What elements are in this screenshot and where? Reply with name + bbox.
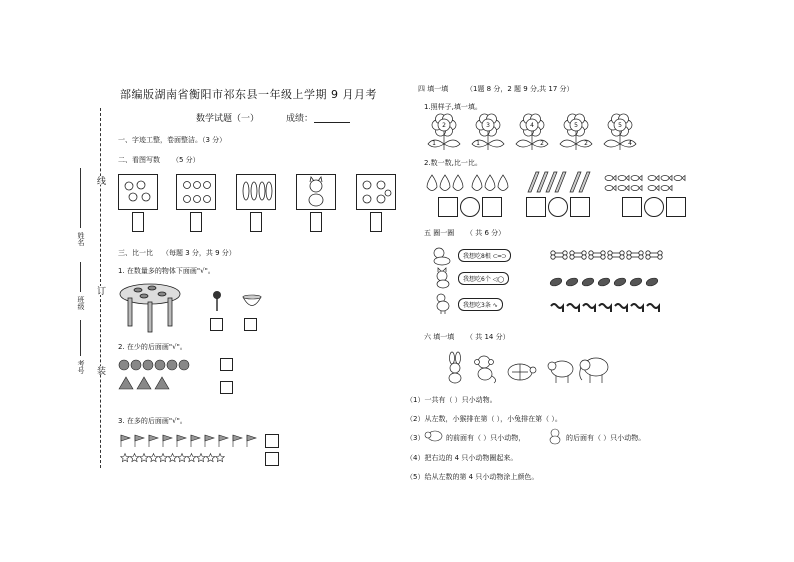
corn-icon (237, 175, 275, 209)
flag-icon (219, 435, 228, 441)
section-6-title: 六 填一填 (424, 333, 455, 341)
balls-row-icon (118, 358, 194, 372)
fish-icon (645, 277, 659, 288)
worm-icon (551, 304, 563, 312)
fish-icon (602, 172, 684, 194)
section-4-q2: 2.数一数,比一比。 (424, 159, 482, 167)
answer-box-chicks[interactable] (370, 212, 382, 232)
number-flower-1 (424, 114, 464, 154)
fish-icon (618, 176, 626, 181)
section-5-points: （ 共 6 分） (466, 229, 506, 237)
flower-top-number: 4 (530, 122, 534, 129)
section-4-points: （1题 8 分，2 题 9 分,共 17 分） (466, 85, 574, 93)
worm-icon (583, 304, 595, 312)
id-label: 考号 (77, 360, 85, 374)
flower-top-number: 5 (618, 122, 622, 129)
score-label: 成绩： (286, 114, 314, 124)
fish-small-icon: ◁◯ (492, 276, 505, 283)
flower-top-number: 5 (574, 122, 578, 129)
section-6-q3-suffix: 的后面有（ ）只小动物。 (566, 434, 646, 442)
compare-box-pears-left[interactable] (438, 197, 458, 217)
monkey-icon (472, 354, 498, 384)
star-icon (130, 454, 139, 462)
section-6-q5: （5）给从左数的第 4 只小动物涂上颜色。 (406, 473, 539, 481)
fish-icon (618, 186, 626, 191)
section-6-points: （ 共 14 分） (466, 333, 510, 341)
exam-subtitle: 数学试题（一） (196, 114, 260, 124)
fish-icon (661, 176, 669, 181)
section-4-q1: 1.照样子,填一填。 (424, 103, 482, 111)
star-icon (121, 454, 130, 462)
fish-icon (597, 277, 611, 288)
fish-icon (648, 186, 656, 191)
pear-icon (427, 175, 437, 191)
speech-dog-text: 我想吃8根 (463, 253, 491, 260)
section-1-title: 一、字迹工整，卷面整洁。（3 分） (118, 136, 227, 144)
pear-icon (485, 175, 495, 191)
section-2-points: （5 分） (172, 156, 200, 164)
flag-icon (205, 435, 214, 441)
answer-box-triangles[interactable] (220, 381, 233, 394)
bone-small-icon: ⊂═⊃ (492, 253, 507, 260)
apple-icon (177, 175, 215, 209)
flower-right-number: 2 (584, 140, 588, 147)
flower-icon (119, 175, 157, 209)
answer-box-bowl[interactable] (244, 318, 257, 331)
number-flower-2 (468, 114, 508, 154)
answer-box-apples[interactable] (190, 212, 202, 232)
pencil-icon (579, 172, 590, 192)
turtle-icon (504, 358, 536, 384)
flower-top-number: 3 (486, 122, 490, 129)
flag-icon (191, 435, 200, 441)
worm-icon (599, 304, 611, 312)
pencils-icon (524, 170, 586, 194)
compare-circle-pencils[interactable] (548, 197, 568, 217)
section-6-q3-prefix: （3） (406, 434, 425, 442)
triangles-row-icon (118, 376, 172, 390)
worms-row-icon (548, 300, 668, 318)
pears-icon (426, 172, 512, 194)
flower-right-number: 4 (628, 140, 632, 147)
pear-icon (472, 175, 482, 191)
id-field[interactable] (80, 320, 81, 356)
fish-icon (648, 176, 656, 181)
elephant-icon (578, 354, 610, 384)
fish-icon (565, 277, 579, 288)
flag-icon (121, 435, 130, 441)
pencil-icon (555, 172, 566, 192)
flag-icon (149, 435, 158, 441)
flag-icon (135, 435, 144, 441)
fish-icon (661, 186, 669, 191)
margin-ding-label: 订 (95, 286, 105, 295)
star-icon (149, 454, 158, 462)
section-4-title: 四 填一填 (418, 85, 449, 93)
flag-icon (177, 435, 186, 441)
bones-row-icon (548, 248, 668, 262)
dog-icon (430, 246, 452, 266)
speech-bubble-dog (458, 249, 511, 262)
section-3-title: 三、比一比 (118, 249, 153, 257)
answer-box-spoon[interactable] (210, 318, 223, 331)
picture-card-flowers (118, 174, 158, 210)
monkey-small-icon (546, 427, 564, 445)
compare-circle-fish[interactable] (644, 197, 664, 217)
fish-icon (631, 186, 639, 191)
section-3-q3: 3. 在多的后面画"√"。 (118, 417, 187, 425)
sheep-icon (546, 356, 576, 384)
worm-small-icon: ∿ (492, 302, 498, 309)
speech-bubble-bird (458, 298, 503, 311)
answer-box-flags[interactable] (265, 434, 279, 448)
fish-icon (605, 186, 613, 191)
fish-icon (613, 277, 627, 288)
cat-icon (297, 175, 335, 209)
section-6-q4: （4）把右边的 4 只小动物圈起来。 (406, 454, 518, 462)
pear-icon (440, 175, 450, 191)
worm-icon (567, 304, 579, 312)
stars-row-icon (120, 452, 230, 464)
compare-circle-pears[interactable] (460, 197, 480, 217)
number-flower-5 (600, 114, 640, 154)
worm-icon (631, 304, 643, 312)
flower-right-number: 2 (540, 140, 544, 147)
table-with-dishes-icon (118, 280, 182, 332)
pear-icon (498, 175, 508, 191)
bird-icon (432, 292, 454, 314)
flower-left-number: 1 (476, 140, 480, 147)
star-icon (206, 454, 215, 462)
flags-row-icon (120, 434, 264, 448)
star-icon (159, 454, 168, 462)
picture-card-chicks (356, 174, 396, 210)
pencil-icon (546, 172, 557, 192)
compare-box-fish-left[interactable] (622, 197, 642, 217)
compare-box-fish-right[interactable] (666, 197, 686, 217)
sheep-small-icon (424, 428, 444, 444)
picture-card-cat (296, 174, 336, 210)
section-6-q2: （2）从左数，小猴排在第（ ），小兔排在第（ ）。 (406, 415, 562, 423)
fish-icon (605, 176, 613, 181)
score-field[interactable] (314, 122, 350, 123)
star-icon (216, 454, 225, 462)
fish-icon (549, 277, 563, 288)
answer-box-cat[interactable] (310, 212, 322, 232)
pencil-icon (528, 172, 539, 192)
answer-box-flowers[interactable] (132, 212, 144, 232)
name-label: 姓名 (77, 232, 85, 246)
compare-box-pencils-right[interactable] (570, 197, 590, 217)
section-2-title: 二、看图写数 (118, 156, 160, 164)
answer-box-corn[interactable] (250, 212, 262, 232)
fish-row-icon (548, 275, 668, 289)
chick-icon (357, 175, 395, 209)
compare-box-pears-right[interactable] (482, 197, 502, 217)
section-5-title: 五 圈一圈 (424, 229, 455, 237)
number-flower-3 (512, 114, 552, 154)
picture-card-apples (176, 174, 216, 210)
section-6-q3-middle: 的前面有（ ）只小动物， (446, 434, 526, 442)
worm-icon (647, 304, 659, 312)
fish-icon (674, 176, 682, 181)
section-6-q1: （1）一共有（ ）只小动物。 (406, 396, 497, 404)
flag-icon (247, 435, 256, 441)
section-3-q1: 1. 在数量多的物体下面画"√"。 (118, 267, 215, 275)
fish-icon (581, 277, 595, 288)
star-icon (140, 454, 149, 462)
fish-icon (631, 176, 639, 181)
class-field[interactable] (80, 262, 81, 292)
name-field[interactable] (80, 168, 81, 228)
exam-title: 部编版湖南省衡阳市祁东县一年级上学期 9 月月考 (120, 88, 377, 101)
margin-line-label: 线 (95, 176, 105, 185)
speech-cat-text: 我想吃6个 (463, 276, 491, 283)
class-label: 班级 (77, 296, 85, 310)
cat-small-icon (432, 268, 454, 288)
margin-zhuang-label: 装 (95, 366, 105, 375)
picture-card-corn (236, 174, 276, 210)
spoon-icon (210, 290, 224, 312)
flag-icon (163, 435, 172, 441)
answer-box-balls[interactable] (220, 358, 233, 371)
answer-box-stars[interactable] (265, 452, 279, 466)
speech-bird-text: 我想吃3条 (463, 302, 491, 309)
worm-icon (615, 304, 627, 312)
pencil-icon (570, 172, 581, 192)
flower-top-number: 2 (442, 122, 446, 129)
star-icon (168, 454, 177, 462)
bowl-icon (242, 292, 262, 310)
pencil-icon (537, 172, 548, 192)
star-icon (197, 454, 206, 462)
flag-icon (233, 435, 242, 441)
pear-icon (453, 175, 463, 191)
speech-bubble-cat (458, 272, 509, 285)
section-3-points: （每题 3 分，共 9 分） (162, 249, 236, 257)
rabbit-icon (442, 352, 468, 384)
number-flower-4 (556, 114, 596, 154)
fish-icon (629, 277, 643, 288)
star-icon (178, 454, 187, 462)
flower-left-number: 1 (432, 140, 436, 147)
section-3-q2: 2. 在少的后面画"√"。 (118, 343, 187, 351)
compare-box-pencils-left[interactable] (526, 197, 546, 217)
star-icon (187, 454, 196, 462)
